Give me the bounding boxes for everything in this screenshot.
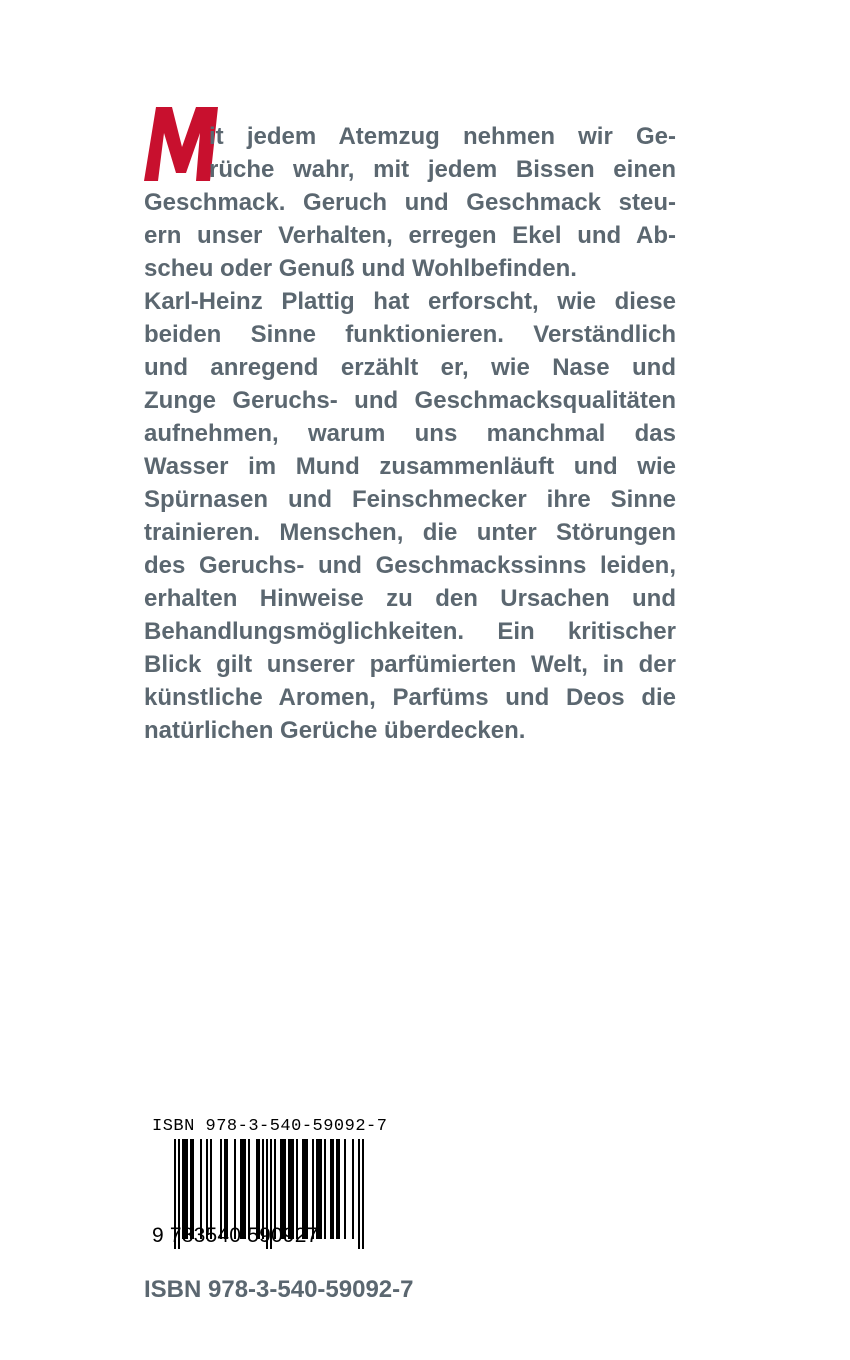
isbn-footer: ISBN 978-3-540-59092-7: [144, 1276, 414, 1303]
blurb-line: scheu oder Genuß und Wohlbefinden.: [144, 255, 577, 282]
blurb-line: Geschmack. Geruch und Geschmack steu-: [144, 189, 676, 216]
blurb-line: erhalten Hinweise zu den Ursachen und: [144, 585, 676, 612]
blurb-line: und anregend erzählt er, wie Nase und: [144, 354, 676, 381]
blurb-line: des Geruchs- und Geschmackssinns leiden,: [144, 552, 676, 579]
back-cover-blurb: [144, 120, 676, 747]
blurb-line: Spürnasen und Feinschmecker ihre Sinne: [144, 486, 676, 513]
blurb-line: Wasser im Mund zusammenläuft und wie: [144, 453, 676, 480]
blurb-line: künstliche Aromen, Parfüms und Deos die: [144, 684, 676, 711]
isbn-barcode: [152, 1117, 392, 1249]
barcode-digits: 9 783540 590927: [152, 1224, 319, 1247]
blurb-line: Behandlungsmöglichkeiten. Ein kritischer: [144, 618, 676, 645]
blurb-line: rüche wahr, mit jedem Bissen einen: [209, 156, 676, 183]
blurb-line: Blick gilt unserer parfümierten Welt, in der: [144, 651, 676, 678]
blurb-line: aufnehmen, warum uns manchmal das: [144, 420, 676, 447]
blurb-line: Zunge Geruchs- und Geschmacksqualitäten: [144, 387, 676, 414]
barcode-isbn-label: ISBN 978-3-540-59092-7: [152, 1117, 388, 1136]
blurb-line: beiden Sinne funktionieren. Verständlich: [144, 321, 676, 348]
blurb-line: Karl-Heinz Plattig hat erforscht, wie diese: [144, 288, 676, 315]
blurb-line: natürlichen Gerüche überdecken.: [144, 717, 526, 744]
blurb-line: ern unser Verhalten, erregen Ekel und Ab-: [144, 222, 676, 249]
blurb-line: it jedem Atemzug nehmen wir Ge-: [209, 123, 676, 150]
blurb-line: trainieren. Menschen, die unter Störungen: [144, 519, 676, 546]
